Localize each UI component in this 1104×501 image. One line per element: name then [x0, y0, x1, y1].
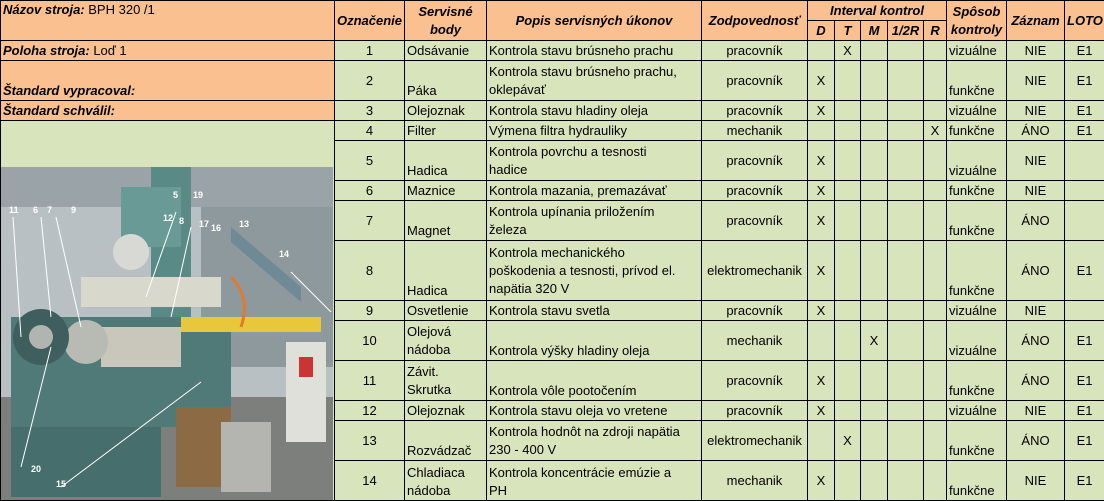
loto-code: E1	[1065, 401, 1104, 421]
responsibility: pracovník	[702, 181, 808, 201]
interval-mark-r	[924, 41, 947, 61]
interval-mark-r	[924, 421, 947, 461]
check-method: funkčne	[947, 121, 1007, 141]
interval-mark-m	[861, 361, 888, 401]
service-point: Filter	[405, 121, 487, 141]
description-line: Kontrola stavu svetla	[489, 302, 699, 320]
interval-mark-t	[835, 461, 861, 501]
description-line: Kontrola mechanického	[489, 244, 699, 262]
check-method: vizuálne	[947, 301, 1007, 321]
interval-mark-h	[888, 121, 924, 141]
interval-mark-t	[835, 361, 861, 401]
interval-mark-h	[888, 361, 924, 401]
interval-mark-t	[835, 401, 861, 421]
service-point: Páka	[405, 61, 487, 101]
row-number: 6	[335, 181, 405, 201]
record-required: ÁNO	[1007, 121, 1065, 141]
col-servisne-line1: Servisné	[407, 3, 484, 21]
prepared-by-cell	[1, 61, 335, 101]
photo-callout-number: 13	[239, 219, 249, 229]
col-sposob-line1: Spôsob	[949, 3, 1004, 21]
service-description	[487, 361, 702, 401]
photo-callout-number: 16	[211, 223, 221, 233]
photo-callout-number: 14	[279, 249, 289, 259]
machine-position-value: Loď 1	[93, 43, 126, 58]
interval-mark-m	[861, 41, 888, 61]
row-number: 2	[335, 61, 405, 101]
interval-mark-h	[888, 141, 924, 181]
interval-mark-r	[924, 181, 947, 201]
col-loto: LOTO	[1065, 1, 1104, 41]
service-description	[487, 241, 702, 301]
service-point: Rozvádzač	[405, 421, 487, 461]
interval-mark-m	[861, 401, 888, 421]
interval-mark-t	[835, 201, 861, 241]
interval-mark-r	[924, 201, 947, 241]
record-required: NIE	[1007, 141, 1065, 181]
description-line: poškodenia a tesnosti, prívod el.	[489, 262, 699, 280]
interval-half-year: 1/2R	[888, 21, 924, 41]
loto-code: E1	[1065, 121, 1104, 141]
responsibility: elektromechanik	[702, 421, 808, 461]
loto-code: E1	[1065, 61, 1104, 101]
responsibility: mechanik	[702, 121, 808, 141]
interval-mark-d: X	[808, 141, 835, 181]
interval-r: R	[924, 21, 947, 41]
interval-mark-m	[861, 61, 888, 101]
machine-name-value: BPH 320 /1	[88, 2, 155, 17]
col-zodpovednost: Zodpovednosť	[702, 1, 808, 41]
description-line: PH	[489, 482, 699, 500]
row-number: 14	[335, 461, 405, 501]
col-zaznam: Záznam	[1007, 1, 1065, 41]
photo-callout-number: 15	[56, 479, 66, 489]
interval-m: M	[861, 21, 888, 41]
row-number: 13	[335, 421, 405, 461]
loto-code: E1	[1065, 421, 1104, 461]
interval-mark-d: X	[808, 361, 835, 401]
col-interval: Interval kontrol	[808, 1, 947, 21]
check-method: funkčne	[947, 61, 1007, 101]
interval-mark-d: X	[808, 241, 835, 301]
interval-mark-m	[861, 241, 888, 301]
responsibility: pracovník	[702, 101, 808, 121]
interval-mark-d	[808, 321, 835, 361]
description-line: Kontrola upínania priložením	[489, 203, 699, 221]
interval-mark-t	[835, 61, 861, 101]
interval-mark-h	[888, 241, 924, 301]
interval-mark-m	[861, 101, 888, 121]
table-row	[1, 121, 1104, 141]
interval-mark-t	[835, 321, 861, 361]
description-line: Kontrola stavu brúsneho prachu,	[489, 63, 699, 81]
row-number: 8	[335, 241, 405, 301]
row-number: 3	[335, 101, 405, 121]
responsibility: pracovník	[702, 61, 808, 101]
service-point: Osvetlenie	[405, 301, 487, 321]
service-point: Olejoznak	[405, 401, 487, 421]
service-point: Závit. Skrutka	[405, 361, 487, 401]
service-description	[487, 101, 702, 121]
interval-mark-m	[861, 421, 888, 461]
interval-mark-t: X	[835, 421, 861, 461]
service-point: Hadica	[405, 241, 487, 301]
approved-by-label: Štandard schválil:	[3, 103, 115, 118]
photo-callout-number: 12	[163, 213, 173, 223]
service-description	[487, 421, 702, 461]
service-point: Maznice	[405, 181, 487, 201]
interval-mark-d	[808, 421, 835, 461]
service-point: Hadica	[405, 141, 487, 181]
machine-photo	[1, 167, 333, 500]
service-description	[487, 461, 702, 501]
responsibility: pracovník	[702, 401, 808, 421]
row-number: 11	[335, 361, 405, 401]
row-number: 1	[335, 41, 405, 61]
row-number: 9	[335, 301, 405, 321]
service-point: Olejová nádoba	[405, 321, 487, 361]
interval-mark-h	[888, 201, 924, 241]
interval-mark-h	[888, 401, 924, 421]
record-required: NIE	[1007, 101, 1065, 121]
interval-mark-m	[861, 141, 888, 181]
loto-code: E1	[1065, 361, 1104, 401]
col-servisne-body	[405, 1, 487, 41]
service-point: Odsávanie	[405, 41, 487, 61]
interval-mark-d: X	[808, 401, 835, 421]
interval-mark-h	[888, 101, 924, 121]
interval-mark-m	[861, 301, 888, 321]
photo-callout-number: 20	[31, 464, 41, 474]
interval-mark-t	[835, 101, 861, 121]
service-point: Magnet	[405, 201, 487, 241]
photo-callout-number: 7	[47, 205, 52, 215]
record-required: NIE	[1007, 461, 1065, 501]
check-method: vizuálne	[947, 41, 1007, 61]
interval-mark-r	[924, 321, 947, 361]
row-number: 7	[335, 201, 405, 241]
interval-t: T	[835, 21, 861, 41]
interval-mark-r	[924, 361, 947, 401]
table-row	[1, 41, 1104, 61]
table-row	[1, 101, 1104, 121]
row-number: 12	[335, 401, 405, 421]
check-method: vizuálne	[947, 401, 1007, 421]
loto-code: E1	[1065, 101, 1104, 121]
check-method: funkčne	[947, 241, 1007, 301]
interval-mark-h	[888, 181, 924, 201]
responsibility: pracovník	[702, 201, 808, 241]
check-method: vizuálne	[947, 141, 1007, 181]
interval-mark-m: X	[861, 321, 888, 361]
record-required: ÁNO	[1007, 201, 1065, 241]
loto-code	[1065, 181, 1104, 201]
service-description	[487, 201, 702, 241]
col-sposob-kontroly	[947, 1, 1007, 41]
photo-callout-number: 5	[173, 190, 178, 200]
interval-d: D	[808, 21, 835, 41]
machine-name-cell	[1, 1, 335, 41]
description-line: Kontrola vôle pootočením	[489, 382, 699, 400]
check-method: vizuálne	[947, 321, 1007, 361]
loto-code: E1	[1065, 41, 1104, 61]
loto-code	[1065, 201, 1104, 241]
photo-callout-number: 17	[199, 219, 209, 229]
interval-mark-t	[835, 301, 861, 321]
photo-callout-number: 9	[71, 205, 76, 215]
description-line: Kontrola stavu brúsneho prachu	[489, 42, 699, 60]
interval-mark-h	[888, 301, 924, 321]
service-point: Chladiaca nádoba	[405, 461, 487, 501]
interval-mark-m	[861, 181, 888, 201]
photo-callout-number: 11	[9, 205, 19, 215]
interval-mark-d	[808, 41, 835, 61]
loto-code	[1065, 141, 1104, 181]
description-line: oklepávať	[489, 81, 699, 99]
description-line: Kontrola výšky hladiny oleja	[489, 342, 699, 360]
interval-mark-m	[861, 201, 888, 241]
interval-mark-d: X	[808, 301, 835, 321]
interval-mark-h	[888, 321, 924, 361]
approved-by-cell	[1, 101, 335, 121]
responsibility: mechanik	[702, 461, 808, 501]
record-required: ÁNO	[1007, 421, 1065, 461]
record-required: NIE	[1007, 301, 1065, 321]
col-popis: Popis servisných úkonov	[487, 1, 702, 41]
record-required: NIE	[1007, 41, 1065, 61]
col-oznacenie: Označenie	[335, 1, 405, 41]
row-number: 5	[335, 141, 405, 181]
interval-mark-d: X	[808, 461, 835, 501]
responsibility: pracovník	[702, 361, 808, 401]
prepared-by-label: Štandard vypracoval:	[3, 83, 135, 98]
interval-mark-h	[888, 41, 924, 61]
interval-mark-h	[888, 61, 924, 101]
interval-mark-t	[835, 121, 861, 141]
service-description	[487, 181, 702, 201]
interval-mark-m	[861, 121, 888, 141]
photo-callout-number: 6	[33, 205, 38, 215]
interval-mark-h	[888, 421, 924, 461]
interval-mark-t: X	[835, 41, 861, 61]
table-row	[1, 61, 1104, 101]
responsibility: pracovník	[702, 141, 808, 181]
machine-photo-cell	[1, 121, 335, 501]
loto-code: E1	[1065, 461, 1104, 501]
responsibility: elektromechanik	[702, 241, 808, 301]
record-required: ÁNO	[1007, 361, 1065, 401]
description-line: Kontrola povrchu a tesnosti	[489, 143, 699, 161]
photo-callout-number: 19	[193, 190, 203, 200]
loto-code	[1065, 301, 1104, 321]
description-line: napätia 320 V	[489, 280, 699, 298]
service-point: Olejoznak	[405, 101, 487, 121]
service-description	[487, 141, 702, 181]
description-line: Kontrola stavu hladiny oleja	[489, 102, 699, 120]
service-description	[487, 321, 702, 361]
service-description	[487, 301, 702, 321]
row-number: 10	[335, 321, 405, 361]
interval-mark-t	[835, 241, 861, 301]
loto-code: E1	[1065, 241, 1104, 301]
check-method: vizuálne	[947, 101, 1007, 121]
service-description	[487, 41, 702, 61]
interval-mark-d	[808, 121, 835, 141]
photo-callout-number: 8	[179, 216, 184, 226]
service-description	[487, 401, 702, 421]
check-method: funkčne	[947, 461, 1007, 501]
interval-mark-h	[888, 461, 924, 501]
record-required: NIE	[1007, 181, 1065, 201]
description-line: Výmena filtra hydrauliky	[489, 122, 699, 140]
interval-mark-d: X	[808, 61, 835, 101]
check-method: funkčne	[947, 181, 1007, 201]
record-required: ÁNO	[1007, 321, 1065, 361]
description-line: 230 - 400 V	[489, 441, 699, 459]
description-line: Kontrola mazania, premazávať	[489, 182, 699, 200]
interval-mark-r	[924, 461, 947, 501]
interval-mark-r	[924, 401, 947, 421]
interval-mark-r	[924, 301, 947, 321]
interval-mark-r	[924, 241, 947, 301]
service-description	[487, 61, 702, 101]
interval-mark-t	[835, 141, 861, 181]
interval-mark-d: X	[808, 181, 835, 201]
interval-mark-t	[835, 181, 861, 201]
record-required: NIE	[1007, 401, 1065, 421]
responsibility: pracovník	[702, 301, 808, 321]
service-description	[487, 121, 702, 141]
description-line: Kontrola koncentrácie emúzie a	[489, 464, 699, 482]
interval-mark-r	[924, 61, 947, 101]
interval-mark-r: X	[924, 121, 947, 141]
col-sposob-line2: kontroly	[949, 21, 1004, 39]
description-line: Kontrola hodnôt na zdroji napätia	[489, 423, 699, 441]
interval-mark-r	[924, 141, 947, 181]
interval-mark-m	[861, 461, 888, 501]
description-line: Kontrola stavu oleja vo vretene	[489, 402, 699, 420]
loto-code: E1	[1065, 321, 1104, 361]
col-servisne-line2: body	[407, 21, 484, 39]
row-number: 4	[335, 121, 405, 141]
responsibility: pracovník	[702, 41, 808, 61]
interval-mark-d: X	[808, 201, 835, 241]
description-line: hadice	[489, 161, 699, 179]
machine-position-label: Poloha stroja:	[3, 43, 90, 58]
record-required: NIE	[1007, 61, 1065, 101]
interval-mark-r	[924, 101, 947, 121]
machine-name-label: Názov stroja:	[3, 2, 85, 17]
machine-position-cell	[1, 41, 335, 61]
interval-mark-d: X	[808, 101, 835, 121]
check-method: funkčne	[947, 201, 1007, 241]
record-required: ÁNO	[1007, 241, 1065, 301]
description-line: železa	[489, 221, 699, 239]
check-method: funkčne	[947, 361, 1007, 401]
check-method: funkčne	[947, 421, 1007, 461]
responsibility: mechanik	[702, 321, 808, 361]
